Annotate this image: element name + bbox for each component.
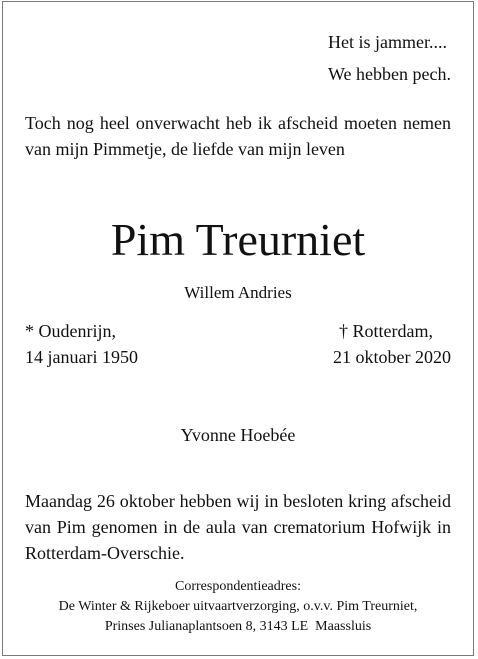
deceased-given-names: Willem Andries [184,283,292,302]
mourner-name: Yvonne Hoebée [180,425,296,445]
correspondence-address [13,577,463,637]
obituary-content [25,2,451,655]
birth-place: * Oudenrijn, [25,321,116,341]
birth-info [25,318,138,370]
death-info [333,318,451,370]
intro-text: Toch nog heel onverwacht heb ik afscheid moeten nemen van mijn Pimmetje, de liefde van mijn leven [25,113,451,159]
motto [328,26,451,90]
correspondence-line-1: De Winter & Rijkeboer uitvaartverzorging, o.v.v. Pim Treurniet, [58,599,418,614]
death-date: 21 oktober 2020 [333,347,451,367]
service-text: Maandag 26 oktober hebben wij in besloten kring afscheid van Pim genomen in de aula van crematorium Hofwijk in Rotterdam-Overschie. [25,491,451,563]
correspondence-heading: Correspondentieadres: [175,579,301,594]
motto-line-1: Het is jammer.... [328,32,447,52]
death-place: † Rotterdam, [339,321,433,341]
birth-date: 14 januari 1950 [25,347,138,367]
correspondence-line-2: Prinses Julianaplantsoen 8, 3143 LE Maassluis [104,619,372,634]
obituary-frame [2,1,474,656]
motto-line-2: We hebben pech. [328,64,451,84]
deceased-name: Pim Treurniet [110,214,366,265]
